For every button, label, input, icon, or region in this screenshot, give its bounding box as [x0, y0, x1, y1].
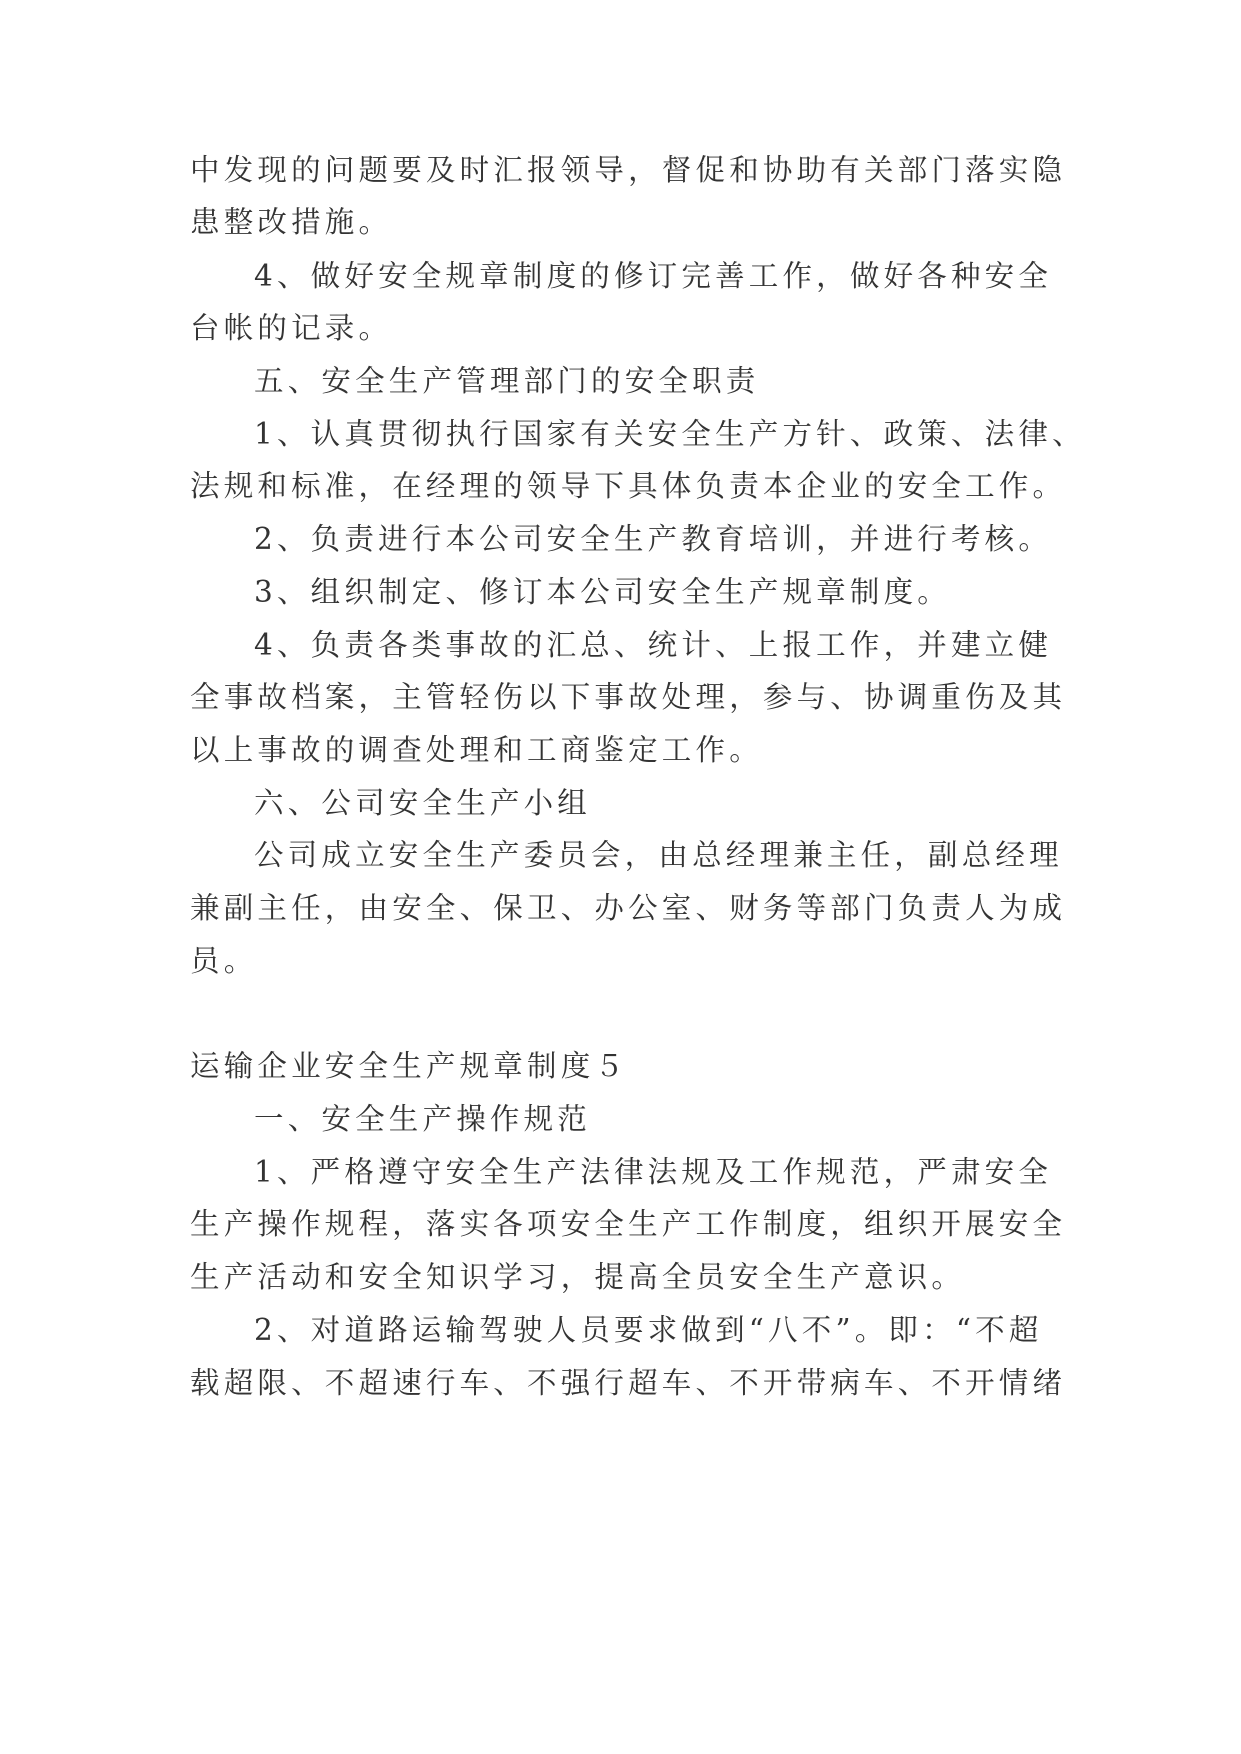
document-title: 运输企业安全生产规章制度５: [190, 1049, 629, 1083]
text-line: 法规和标准，在经理的领导下具体负责本企业的安全工作。: [190, 469, 1067, 503]
text-line: 生产活动和安全知识学习，提高全员安全生产意识。: [190, 1260, 966, 1294]
section-heading: 五、安全生产管理部门的安全职责: [254, 364, 760, 398]
text-line: 中发现的问题要及时汇报领导，督促和协助有关部门落实隐: [190, 153, 1067, 187]
text-line: 员。: [190, 944, 258, 978]
section-heading: 六、公司安全生产小组: [254, 786, 592, 820]
text-line: 生产操作规程，落实各项安全生产工作制度，组织开展安全: [190, 1207, 1067, 1241]
paragraph-start: 1、严格遵守安全生产法律法规及工作规范，严肃安全: [254, 1155, 1053, 1189]
text-line: 全事故档案，主管轻伤以下事故处理，参与、协调重伤及其: [190, 680, 1067, 714]
paragraph-start: 公司成立安全生产委员会，由总经理兼主任，副总经理: [254, 838, 1063, 872]
text-line: 兼副主任，由安全、保卫、办公室、财务等部门负责人为成: [190, 891, 1067, 925]
section-heading: 一、安全生产操作规范: [254, 1102, 592, 1136]
text-line: 患整改措施。: [190, 205, 393, 239]
text-line: 台帐的记录。: [190, 311, 393, 345]
paragraph-start: 2、对道路运输驾驶人员要求做到“八不”。即：“不超: [254, 1313, 1043, 1347]
text-line: 以上事故的调查处理和工商鉴定工作。: [190, 733, 763, 767]
text-line: 载超限、不超速行车、不强行超车、不开带病车、不开情绪: [190, 1366, 1067, 1400]
paragraph-start: 3、组织制定、修订本公司安全生产规章制度。: [254, 575, 951, 609]
paragraph-start: 2、负责进行本公司安全生产教育培训，并进行考核。: [254, 522, 1053, 556]
paragraph-start: 4、负责各类事故的汇总、统计、上报工作，并建立健: [254, 628, 1053, 662]
paragraph-start: 1、认真贯彻执行国家有关安全生产方针、政策、法律、: [254, 417, 1086, 451]
paragraph-start: 4、做好安全规章制度的修订完善工作，做好各种安全: [254, 259, 1053, 293]
